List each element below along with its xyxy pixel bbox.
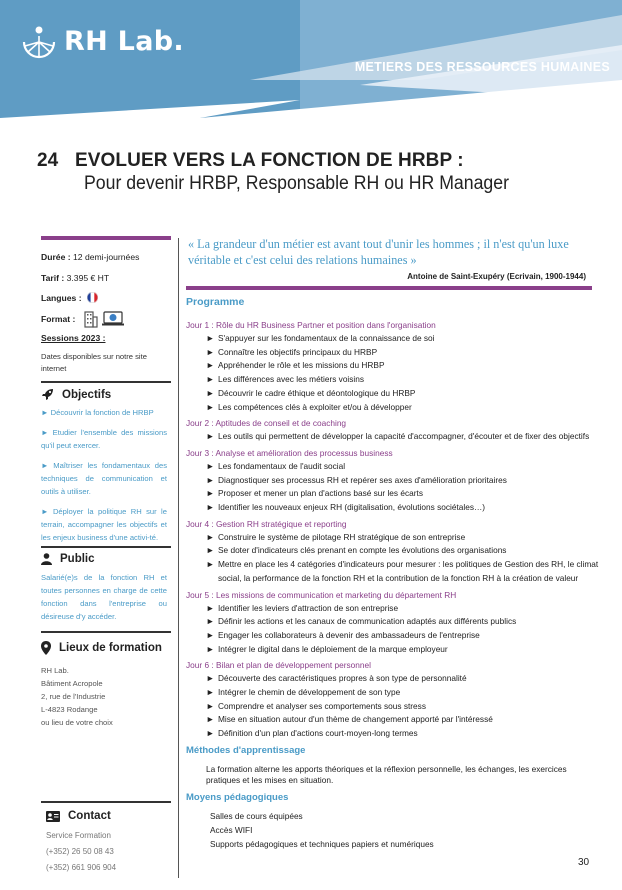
programme-item: [186, 430, 606, 444]
programme-item-text: Intégrer le chemin de développement de son type: [218, 687, 401, 698]
course-number: 24: [37, 150, 59, 171]
remote-laptop-icon: [102, 311, 124, 327]
objective-item: ► Maîtriser les fondamentaux des techniques de communication et outils à utiliser.: [41, 461, 167, 496]
programme-item: [186, 558, 606, 585]
programme-item-text: Construire le système de pilotage RH stratégique de son entreprise: [218, 531, 466, 542]
public-heading: Public: [41, 553, 95, 565]
sessions-text: Dates disponibles sur notre site internet: [41, 352, 147, 373]
locations-heading: Lieux de formation: [41, 641, 162, 655]
programme-item: [186, 531, 606, 545]
price-row: Tarif : 3.395 € HT: [41, 273, 110, 283]
locations-list: [41, 664, 167, 729]
objectives-rule: [41, 381, 171, 383]
programme-item-text: Les compétences clés à exploiter et/ou à développer: [218, 401, 412, 412]
methods-text: La formation alterne les apports théoriques et la réflexion personnelle, les échanges, les exercices pratiques et les mises en situation.: [206, 763, 567, 786]
programme-item: [186, 487, 606, 501]
programme-item-text: Définir les actions et les canaux de communication adaptés aux différents publics: [218, 616, 517, 627]
location-line: ou lieu de votre choix: [41, 718, 113, 727]
programme-item: [186, 474, 606, 488]
languages-row: Langues :: [41, 292, 98, 303]
bullet-arrow-icon: ►: [206, 673, 215, 684]
duration-row: Durée : 12 demi-journées: [41, 252, 140, 262]
contact-line: (+352) 26 50 08 43: [46, 847, 114, 856]
programme-item: [186, 501, 606, 515]
day-items: [186, 430, 606, 444]
column-divider: [178, 238, 179, 878]
programme-item-text: Intégrer le digital dans le déploiement de la marque employeur: [218, 643, 448, 654]
methods-title: Méthodes d'apprentissage: [186, 744, 306, 756]
programme-item: [186, 387, 606, 401]
bullet-arrow-icon: ►: [206, 431, 215, 442]
public-text: Salarié(e)s de la fonction RH et toutes personnes en charge de cette fonction dans l'entreprise ou désireuse d'y accéder.: [41, 573, 167, 621]
day-title: Jour 6 : Bilan et plan de développement personnel: [186, 660, 371, 671]
day-items: [186, 602, 606, 657]
programme-item-text: Connaître les objectifs principaux du HRBP: [218, 346, 378, 357]
means-item: Supports pédagogiques et techniques papiers et numériques: [210, 838, 434, 849]
bullet-arrow-icon: ►: [206, 502, 215, 513]
programme-item: [186, 602, 606, 616]
building-icon: [83, 310, 99, 328]
programme-item: [186, 713, 606, 727]
logo: [20, 22, 184, 60]
map-pin-icon: [41, 641, 51, 655]
programme-item-text: Les différences avec les métiers voisins: [218, 374, 365, 385]
contact-line: (+352) 661 906 904: [46, 863, 117, 872]
day-title: Jour 1 : Rôle du HR Business Partner et position dans l'organisation: [186, 320, 436, 330]
day-items: [186, 672, 606, 741]
programme-item: [186, 700, 606, 714]
bullet-arrow-icon: ►: [206, 531, 215, 542]
programme-item: [186, 686, 606, 700]
contact-line: Service Formation: [46, 831, 111, 840]
programme-item: [186, 460, 606, 474]
day-items: [186, 460, 606, 515]
location-line: L-4823 Rodange: [41, 705, 98, 714]
course-title: EVOLUER VERS LA FONCTION DE HRBP :: [75, 150, 464, 171]
bullet-arrow-icon: ►: [206, 545, 215, 556]
person-icon: [41, 553, 52, 565]
programme: [186, 296, 606, 851]
objectives-list: [41, 406, 167, 544]
programme-item-text: Se doter d'indicateurs clés prenant en compte les évolutions des organisations: [218, 545, 507, 556]
contact-rule: [41, 801, 171, 803]
bullet-arrow-icon: ►: [206, 714, 215, 725]
programme-item: [186, 672, 606, 686]
contact-card-icon: [46, 811, 60, 822]
contact-list: [46, 828, 172, 876]
french-flag-icon: [87, 292, 98, 303]
programme-item-text: Découverte des caractéristiques propres à son type de personnalité: [218, 673, 467, 684]
programme-item-text: Engager les collaborateurs à devenir des ambassadeurs de l'entreprise: [218, 629, 480, 640]
programme-item-text: Découvrir le cadre éthique et déontologique du HRBP: [218, 387, 416, 398]
quote-block: [188, 236, 598, 281]
sessions-row: Sessions 2023 :: [41, 333, 106, 343]
programme-item-text: Les fondamentaux de l'audit social: [218, 460, 346, 471]
means-list: [186, 809, 606, 851]
programme-item: [186, 643, 606, 657]
programme-item: [186, 332, 606, 346]
means-item: Accès WIFI: [210, 824, 253, 835]
bullet-arrow-icon: ►: [206, 629, 215, 640]
bullet-arrow-icon: ►: [206, 728, 215, 739]
programme-item-text: Les outils qui permettent de développer la capacité d'accompagner, d'écouter et de fixer des objectifs: [218, 431, 590, 442]
bullet-arrow-icon: ►: [206, 346, 215, 357]
programme-item: [186, 615, 606, 629]
objective-item: ► Etudier l'ensemble des missions qu'il peut exercer.: [41, 428, 167, 450]
means-title: Moyens pédagogiques: [186, 791, 289, 803]
rocket-icon: [41, 388, 54, 401]
logo-mark-icon: [20, 22, 58, 60]
bullet-arrow-icon: ►: [206, 488, 215, 499]
quote-author: Antoine de Saint-Exupéry (Ecrivain, 1900-1944): [407, 272, 586, 281]
bullet-arrow-icon: ►: [206, 387, 215, 398]
course-subtitle: Pour devenir HRBP, Responsable RH ou HR Manager: [84, 173, 509, 194]
location-line: 2, rue de l'Industrie: [41, 692, 106, 701]
course-title-block: [37, 150, 612, 195]
day-title: Jour 3 : Analyse et amélioration des processus business: [186, 447, 393, 458]
location-line: RH Lab.: [41, 666, 69, 675]
day-title: Jour 5 : Les missions de communication et marketing du département RH: [186, 589, 457, 600]
means-item: Salles de cours équipées: [210, 810, 303, 821]
programme-item-text: Mettre en place les 4 catégories d'indicateurs pour mesurer : les politiques de Gestion des RH, le climat social, la performance de la fonction RH et la contribution de la fonction RH à la création de valeur: [218, 559, 599, 583]
bullet-arrow-icon: ►: [206, 460, 215, 471]
quote-text: « La grandeur d'un métier est avant tout d'unir les hommes ; il n'est qu'un luxe véritable et c'est celui des relations humaines »: [188, 237, 569, 267]
programme-item-text: Mise en situation autour d'un thème de changement apporté par l'intéressé: [218, 714, 493, 725]
format-row: Format :: [41, 310, 124, 328]
programme-days: [186, 320, 606, 741]
objective-item: ► Déployer la politique RH sur le terrain, accompagner les objectifs et les enjeux business d'une activi-té.: [41, 507, 167, 542]
bullet-arrow-icon: ►: [206, 374, 215, 385]
programme-title: Programme: [186, 296, 245, 308]
programme-item: [186, 544, 606, 558]
bullet-arrow-icon: ►: [206, 616, 215, 627]
page-number: 30: [578, 857, 590, 868]
programme-item-text: Comprendre et analyser ses comportements sous stress: [218, 700, 426, 711]
programme-item-text: Appréhender le rôle et les missions du HRBP: [218, 360, 385, 371]
bullet-arrow-icon: ►: [206, 602, 215, 613]
public-rule: [41, 546, 171, 548]
locations-rule: [41, 631, 171, 633]
programme-item-text: Définition d'un plan d'actions court-moyen-long termes: [218, 728, 418, 739]
bullet-arrow-icon: ►: [206, 401, 215, 412]
objectives-heading: Objectifs: [41, 388, 111, 401]
bullet-arrow-icon: ►: [206, 559, 215, 570]
bullet-arrow-icon: ►: [206, 333, 215, 343]
programme-item: [186, 727, 606, 741]
bullet-arrow-icon: ►: [206, 687, 215, 698]
day-title: Jour 4 : Gestion RH stratégique et reporting: [186, 518, 347, 529]
programme-item-text: Diagnostiquer ses processus RH et repérer ses axes d'amélioration prioritaires: [218, 474, 507, 485]
bullet-arrow-icon: ►: [206, 474, 215, 485]
programme-item-text: S'appuyer sur les fondamentaux de la connaissance de soi: [218, 333, 435, 343]
bullet-arrow-icon: ►: [206, 700, 215, 711]
bullet-arrow-icon: ►: [206, 360, 215, 371]
programme-item-text: Identifier les nouveaux enjeux RH (digitalisation, évolutions sociétales…): [218, 502, 486, 513]
programme-item: [186, 401, 606, 415]
sidebar-top-rule: [41, 236, 171, 240]
day-items: [186, 531, 606, 586]
bullet-arrow-icon: ►: [206, 643, 215, 654]
quote-rule: [186, 286, 592, 290]
logo-text: RH Lab.: [64, 25, 184, 57]
programme-item: [186, 359, 606, 373]
programme-item: [186, 346, 606, 360]
location-line: Bâtiment Acropole: [41, 679, 103, 688]
programme-item: [186, 629, 606, 643]
objective-item: ► Découvrir la fonction de HRBP: [41, 408, 154, 417]
category-title: METIERS DES RESSOURCES HUMAINES: [354, 60, 610, 74]
day-items: [186, 332, 606, 414]
programme-item-text: Proposer et mener un plan d'actions basé sur les écarts: [218, 488, 423, 499]
contact-heading: Contact: [46, 810, 111, 822]
programme-item: [186, 373, 606, 387]
day-title: Jour 2 : Aptitudes de conseil et de coaching: [186, 418, 347, 429]
programme-item-text: Identifier les leviers d'attraction de son entreprise: [218, 602, 399, 613]
